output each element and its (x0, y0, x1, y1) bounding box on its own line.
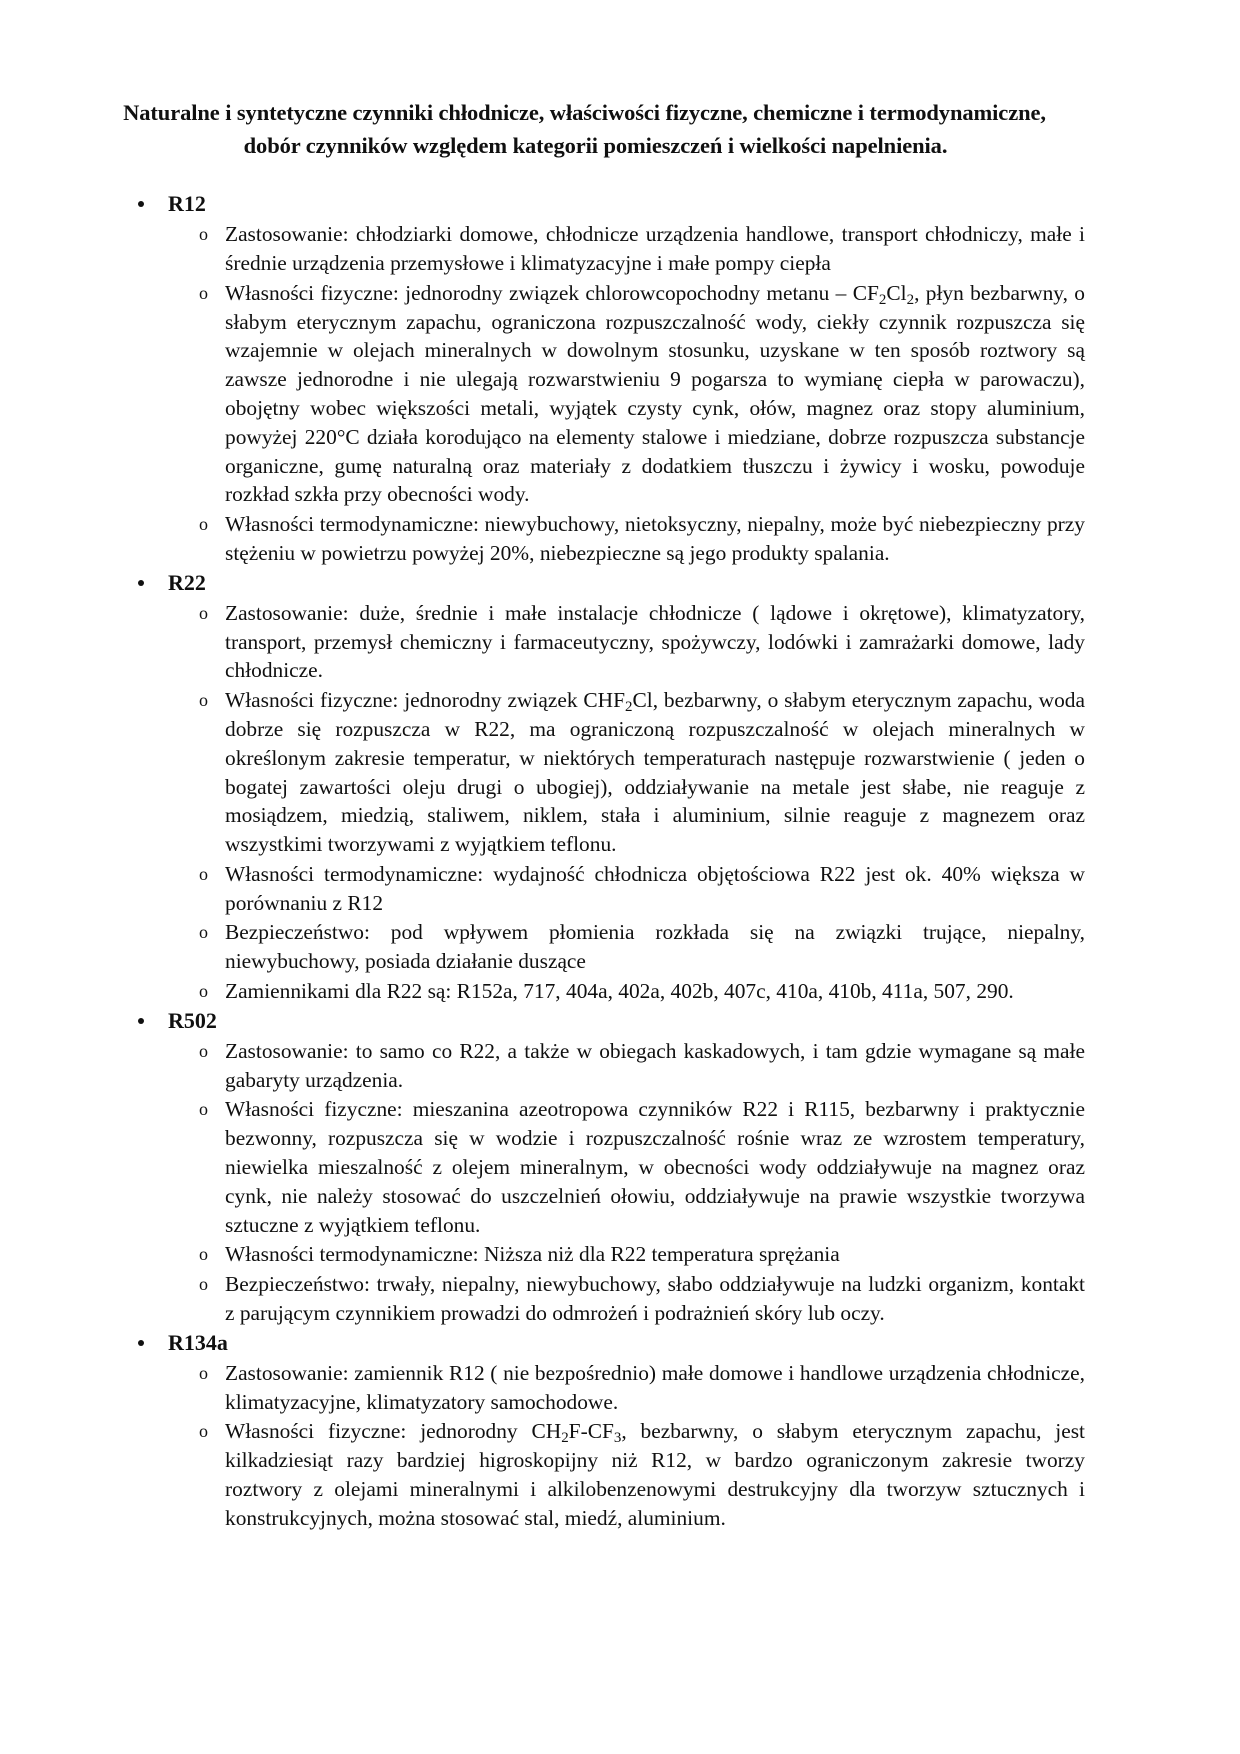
refrigerant-name: R134a (168, 1329, 228, 1355)
page-title (84, 96, 1085, 162)
refrigerant-name: R502 (168, 1007, 217, 1033)
property-item-bezpieczenstwo (142, 918, 1085, 976)
circle-bullet-icon: o (199, 922, 208, 943)
property-text-post: , bezbarwny, o słabym eterycznym zapachu, jest kilkadziesiąt razy bardziej higroskopijny niż R12, w bardzo ograniczonym zakresie tworzy roztwory z olejami mineralnymi i alkilobenzenowymi destrukcyjny dla tworzyw sztucznych i konstrukcyjnych, można stosować stal, miedź, aluminium. (225, 1419, 1085, 1530)
property-item-zamienniki (142, 977, 1085, 1006)
property-text-pre: Własności fizyczne: jednorodny związek CHF (225, 688, 626, 713)
property-text: Własności termodynamiczne: niewybuchowy, nietoksyczny, niepalny, może być niebezpieczny przy stężeniu w powietrzu powyżej 20%, niebezpieczne są jego produkty spalania. (225, 512, 1085, 565)
formula-middle: Cl (632, 688, 653, 713)
formula-subscript: 2 (561, 1430, 569, 1447)
property-text-post: , bezbarwny, o słabym eterycznym zapachu, woda dobrze się rozpuszcza w R22, ma ograniczoną rozpuszczalność w olejach mineralnych w określonym zakresie temperatur, w niektórych temperaturach następuje rozwarstwienie ( jeden o bogatej zawartości oleju drugi o ubogiej), oddziaływanie na metale jest słabe, nie reaguje z mosiądzem, miedzią, staliwem, niklem, stała i aluminium, silnie reaguje z magnezem oraz wszystkimi tworzywami z wyjątkiem teflonu. (225, 688, 1085, 857)
formula-middle: Cl (886, 280, 907, 305)
circle-bullet-icon: o (199, 1362, 208, 1383)
property-item-wlasnosci-termodynamiczne (142, 860, 1085, 918)
refrigerant-section-r134a (84, 1329, 1085, 1533)
circle-bullet-icon: o (199, 863, 208, 884)
circle-bullet-icon: o (199, 1040, 208, 1061)
circle-bullet-icon: o (199, 1244, 208, 1265)
circle-bullet-icon: o (199, 980, 208, 1001)
circle-bullet-icon: o (199, 1099, 208, 1120)
circle-bullet-icon: o (199, 602, 208, 623)
refrigerant-outline-list (84, 190, 1085, 1532)
property-text: Zastosowanie: to samo co R22, a także w obiegach kaskadowych, i tam gdzie wymagane są małe gabaryty urządzenia. (225, 1038, 1085, 1092)
property-item-wlasnosci-fizyczne (142, 1417, 1085, 1532)
refrigerant-name: R12 (168, 191, 206, 217)
circle-bullet-icon: o (199, 1274, 208, 1295)
page-title-line-2: dobór czynników względem kategorii pomieszczeń i wielkości napelnienia. (243, 133, 948, 159)
refrigerant-section-r22 (84, 569, 1085, 1006)
property-list-r12 (142, 220, 1085, 567)
property-text: Zastosowanie: duże, średnie i małe instalacje chłodnicze ( lądowe i okrętowe), klimatyzatory, transport, przemysł chemiczny i farmaceutyczny, spożywczy, lodówki i zamrażarki domowe, lady chłodnicze. (225, 600, 1085, 683)
formula-subscript: 2 (906, 291, 915, 308)
property-list-r502 (142, 1037, 1085, 1328)
formula-subscript: 2 (625, 699, 633, 716)
property-item-wlasnosci-fizyczne (142, 1095, 1085, 1239)
property-text (225, 1417, 1085, 1532)
refrigerant-name: R22 (168, 569, 206, 595)
circle-bullet-icon: o (199, 514, 208, 535)
property-item-zastosowanie (142, 220, 1085, 278)
disc-bullet-icon (138, 580, 144, 586)
property-text: Zastosowanie: zamiennik R12 ( nie bezpośrednio) małe domowe i handlowe urządzenia chłodnicze, klimatyzacyjne, klimatyzatory samochodowe. (225, 1360, 1085, 1414)
property-text: Zastosowanie: chłodziarki domowe, chłodnicze urządzenia handlowe, transport chłodniczy, małe i średnie urządzenia przemysłowe i klimatyzacyjne i małe pompy ciepła (225, 222, 1085, 276)
formula-middle: F-CF (568, 1419, 614, 1444)
property-text-pre: Własności fizyczne: jednorodny CH (225, 1419, 562, 1444)
property-item-zastosowanie (142, 1359, 1085, 1417)
disc-bullet-icon (138, 1340, 144, 1346)
formula-subscript: 2 (878, 291, 887, 308)
circle-bullet-icon: o (199, 690, 208, 711)
property-item-zastosowanie (142, 1037, 1085, 1095)
property-text-post: , płyn bezbarwny, o słabym eterycznym zapachu, ograniczona rozpuszczalność wody, ciekły czynnik rozpuszcza się wzajemnie w olejach mineralnych w dowolnym stosunku, uzyskane w ten sposób roztwory są zawsze jednorodne i nie ulegają rozwarstwieniu 9 pogarsza to wymianę ciepła w parowaczu), obojętny wobec większości metali, wyjątek czysty cynk, ołów, magnez oraz stopy aluminium, powyżej 220°C działa korodująco na elementy stalowe i miedziane, dobrze rozpuszcza substancje organiczne, gumę naturalną oraz materiały z dodatkiem tłuszczu i żywicy i wosku, powoduje rozkład szkła przy obecności wody. (225, 280, 1085, 507)
property-text: Własności termodynamiczne: Niższa niż dla R22 temperatura sprężania (225, 1242, 840, 1267)
circle-bullet-icon: o (199, 224, 208, 245)
circle-bullet-icon: o (199, 1421, 208, 1442)
refrigerant-section-r502 (84, 1007, 1085, 1328)
circle-bullet-icon: o (199, 282, 208, 303)
property-item-wlasnosci-termodynamiczne (142, 510, 1085, 568)
property-list-r134a (142, 1359, 1085, 1533)
property-text (225, 279, 1085, 509)
property-text-pre: Własności fizyczne: jednorodny związek chlorowcopochodny metanu – CF (225, 280, 879, 305)
property-list-r22 (142, 599, 1085, 1006)
disc-bullet-icon (138, 1018, 144, 1024)
property-text: Własności termodynamiczne: wydajność chłodnicza objętościowa R22 jest ok. 40% większa w porównaniu z R12 (225, 861, 1085, 915)
disc-bullet-icon (138, 201, 144, 207)
page-title-line-1: Naturalne i syntetyczne czynniki chłodnicze, właściwości fizyczne, chemiczne i termodynamiczne, (123, 100, 1046, 125)
property-text (225, 686, 1085, 859)
property-text: Bezpieczeństwo: pod wpływem płomienia rozkłada się na związki trujące, niepalny, niewybuchowy, posiada działanie duszące (225, 920, 1085, 974)
refrigerant-section-r12 (84, 190, 1085, 568)
property-text: Zamiennikami dla R22 są: R152a, 717, 404a, 402a, 402b, 407c, 410a, 410b, 411a, 507, 290. (225, 978, 1014, 1003)
property-item-wlasnosci-fizyczne (142, 686, 1085, 859)
property-item-bezpieczenstwo (142, 1270, 1085, 1328)
property-text: Bezpieczeństwo: trwały, niepalny, niewybuchowy, słabo oddziaływuje na ludzki organizm, kontakt z parującym czynnikiem prowadzi do odmrożeń i podrażnień skóry lub oczy. (225, 1272, 1085, 1325)
property-item-wlasnosci-fizyczne (142, 279, 1085, 509)
property-item-zastosowanie (142, 599, 1085, 685)
formula-subscript: 3 (613, 1430, 622, 1447)
property-text: Własności fizyczne: mieszanina azeotropowa czynników R22 i R115, bezbarwny i praktycznie bezwonny, rozpuszcza się w wodzie i rozpuszczalność rośnie wraz ze wzrostem temperatury, niewielka mieszalność z olejem mineralnym, w obecności wody oddziaływuje na magnez oraz cynk, nie należy stosować do uszczelnień ołowiu, oddziaływuje na prawie wszystkie tworzywa sztuczne z wyjątkiem teflonu. (225, 1097, 1085, 1237)
property-item-wlasnosci-termodynamiczne (142, 1240, 1085, 1269)
